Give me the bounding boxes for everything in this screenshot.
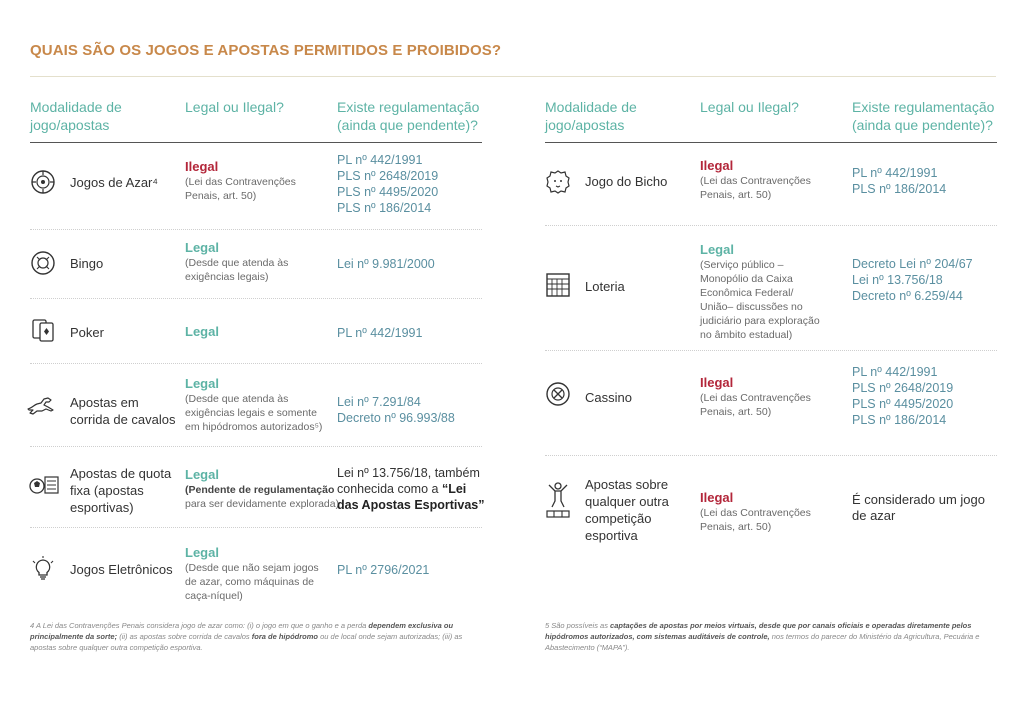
table-header — [545, 98, 997, 143]
status-label: Legal — [700, 242, 734, 257]
title-divider — [30, 76, 996, 77]
status-label: Ilegal — [185, 159, 219, 174]
status-label: Legal — [185, 240, 219, 255]
modalidade-name: Poker — [70, 325, 104, 340]
modalidade-name: Bingo — [70, 256, 104, 271]
modalidade-name: Loteria — [585, 279, 625, 294]
lottery-ticket-icon — [545, 272, 571, 298]
table-row — [545, 143, 997, 226]
right-table — [545, 98, 997, 543]
modalidade-name: Jogos de Azar⁴ — [70, 175, 158, 190]
header-legal: Legal ou Ilegal? — [185, 99, 284, 115]
status-note: (Lei das Contravenções Penais, art. 50) — [700, 507, 811, 533]
horse-icon — [26, 391, 60, 417]
table-row — [30, 447, 485, 528]
legal-cell — [700, 158, 848, 202]
footnote-5 — [545, 620, 995, 653]
status-label: Legal — [185, 467, 219, 482]
status-label: Ilegal — [700, 375, 734, 390]
legal-cell — [700, 490, 848, 534]
regulation-text: PL nº 442/1991 PLS nº 2648/2019 PLS nº 4495/2020 PLS nº 186/2014 — [852, 365, 954, 427]
status-note: (Lei das Contravenções Penais, art. 50) — [700, 175, 811, 201]
roulette-icon — [30, 169, 56, 195]
status-note: (Lei das Contravenções Penais, art. 50) — [185, 176, 296, 202]
modalidade-name: Apostas em corrida de cavalos — [70, 395, 176, 427]
table-row — [30, 299, 482, 364]
regulation-text: Lei nº 7.291/84 Decreto nº 96.993/88 — [337, 395, 455, 425]
legal-cell — [700, 375, 848, 419]
regulation-text-bold: “Lei das Apostas Esportivas” — [337, 482, 485, 512]
status-note: (Lei das Contravenções Penais, art. 50) — [700, 392, 811, 418]
modalidade-name: Jogo do Bicho — [585, 174, 668, 189]
status-note-rest: para ser devidamente explorada) — [185, 498, 340, 510]
table-row — [545, 351, 997, 456]
status-label: Ilegal — [700, 490, 734, 505]
modalidade-name: Jogos Eletrônicos — [70, 562, 173, 577]
status-label: Ilegal — [700, 158, 734, 173]
left-table — [30, 98, 485, 602]
footnote-text: 5 São possíveis as — [545, 621, 611, 630]
table-row — [30, 230, 482, 299]
table-header — [30, 98, 482, 143]
legal-cell — [700, 242, 848, 342]
legal-cell — [185, 324, 333, 340]
legal-cell — [185, 467, 345, 511]
regulation-text: Lei nº 9.981/2000 — [337, 257, 435, 271]
regulation-text: PL nº 442/1991 — [337, 326, 423, 340]
status-label: Legal — [185, 545, 219, 560]
footnote-bold: fora de hipódromo — [251, 632, 319, 641]
page-title: QUAIS SÃO OS JOGOS E APOSTAS PERMITIDOS E PROIBIDOS? — [30, 42, 502, 59]
header-regulamentacao: Existe regulamentação (ainda que pendente)? — [852, 99, 995, 133]
modalidade-name: Apostas sobre qualquer outra competição esportiva — [585, 477, 669, 543]
footnote-bold: dependem exclusiva ou principalmente da sorte; — [30, 621, 454, 641]
legal-cell — [185, 240, 333, 284]
podium-icon — [545, 481, 571, 519]
footnote-4 — [30, 620, 480, 653]
table-row — [545, 456, 997, 556]
lion-icon — [545, 169, 571, 195]
footnote-text: nos termos do parecer do Ministério da Agricultura, Pecuária e Abastecimento (“MAPA”). — [545, 632, 980, 652]
modalidade-name: Cassino — [585, 390, 632, 405]
table-row — [30, 364, 482, 447]
legal-cell — [185, 159, 333, 203]
regulation-text: É considerado um jogo de azar — [852, 492, 985, 523]
header-modalidade: Modalidade de jogo/apostas — [30, 99, 122, 133]
status-note: (Serviço público – Monopólio da Caixa Econômica Federal/ União– discussões no judiciário para exploração no âmbito estadual) — [700, 259, 820, 341]
footnote-bold: captações de apostas por meios virtuais, desde que por canais oficiais e operadas diretamente pelos hipódromos autorizados, com sistemas auditáveis de controle, — [545, 621, 972, 641]
status-note-bold: (Pendente de regulamentação — [185, 484, 335, 496]
regulation-text-main: Lei nº 13.756/18, também conhecida como a — [337, 466, 480, 496]
status-label: Legal — [185, 376, 219, 391]
footnote-text: (ii) as apostas sobre corrida de cavalos — [117, 632, 252, 641]
header-modalidade: Modalidade de jogo/apostas — [545, 99, 637, 133]
poker-cards-icon — [30, 317, 56, 343]
regulation-text — [337, 465, 487, 513]
status-note — [185, 483, 345, 511]
table-row — [30, 143, 482, 230]
regulation-text: PL nº 442/1991 PLS nº 2648/2019 PLS nº 4495/2020 PLS nº 186/2014 — [337, 153, 439, 215]
header-regulamentacao: Existe regulamentação (ainda que pendente)? — [337, 99, 480, 133]
status-note: (Desde que atenda às exigências legais) — [185, 257, 289, 283]
regulation-text: PL nº 442/1991 PLS nº 186/2014 — [852, 166, 947, 196]
legal-cell — [185, 376, 345, 434]
footnote-text: 4 A Lei das Contravenções Penais considera jogo de azar como: (i) o jogo em que o ganho e a perda — [30, 621, 369, 630]
casino-chip-icon — [545, 381, 571, 407]
status-note: (Desde que atenda às exigências legais e somente em hipódromos autorizados⁵) — [185, 393, 323, 433]
sports-betting-icon — [28, 471, 60, 497]
modalidade-name: Apostas de quota fixa (apostas esportivas) — [70, 466, 172, 515]
table-row — [30, 528, 482, 608]
status-label: Legal — [185, 324, 219, 339]
table-row — [545, 226, 997, 351]
header-legal: Legal ou Ilegal? — [700, 99, 799, 115]
lightbulb-icon — [30, 556, 56, 582]
regulation-text: Decreto Lei nº 204/67 Lei nº 13.756/18 Decreto nº 6.259/44 — [852, 257, 973, 303]
footnote-text: ou de local onde sejam autorizadas; (iii) as apostas sobre qualquer outra competição esportiva. — [30, 632, 463, 652]
regulation-text: PL nº 2796/2021 — [337, 563, 430, 577]
status-note: (Desde que não sejam jogos de azar, como máquinas de caça-níquel) — [185, 562, 319, 602]
bingo-ball-icon — [30, 250, 56, 276]
legal-cell — [185, 545, 345, 603]
